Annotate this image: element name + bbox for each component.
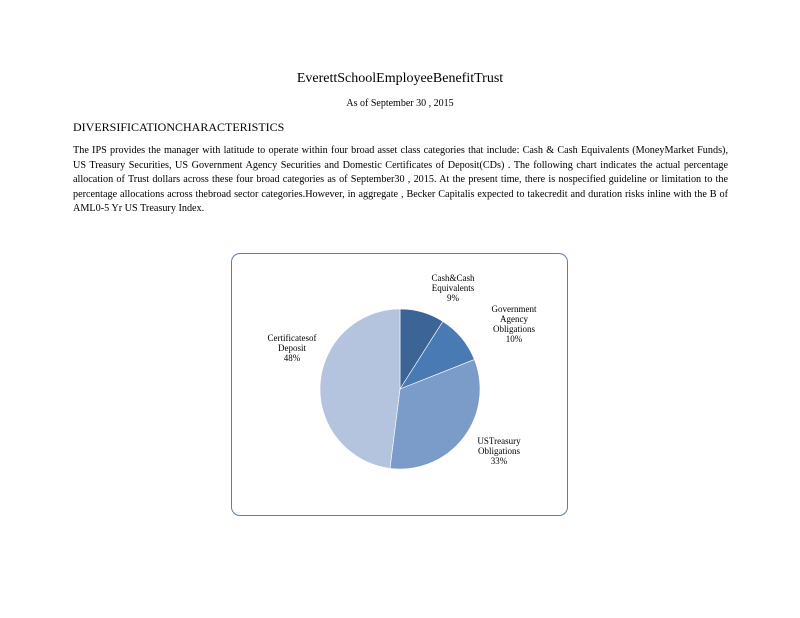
section-heading: DIVERSIFICATIONCHARACTERISTICS: [73, 120, 285, 134]
section-paragraph: The IPS provides the manager with latitude to operate within four broad asset class categories that include: Cash & Cash Equivalents (MoneyMarket Funds), US Treasury Securities, US Government Agency Securities and Domestic Certificates of Deposit(CDs) . The following chart indicates the actual percentage allocation of Trust dollars across these four broad categories as of September30 , 2015. At the present time, there is nospecified guideline or limitation to the percentage allocations across thebroad sector categories.However, in aggregate , Becker Capitalis expected to takecredit and duration risks inline with the B of AML0-5 Yr US Treasury Index.: [73, 145, 728, 215]
pie-slice-label-1: Government Agency Obligations 10%: [491, 304, 537, 344]
report-title: EverettSchoolEmployeeBenefitTrust: [296, 71, 504, 86]
pie-chart: [232, 254, 569, 517]
report-date: As of September 30 , 2015: [346, 98, 454, 109]
pie-slice-label-0: Cash&Cash Equivalents 9%: [431, 273, 475, 303]
pie-chart-container: [231, 253, 568, 516]
pie-slice-3: [320, 309, 400, 468]
pie-slice-label-2: USTreasury Obligations 33%: [477, 436, 521, 466]
pie-slice-label-3: Certificatesof Deposit 48%: [267, 333, 317, 363]
